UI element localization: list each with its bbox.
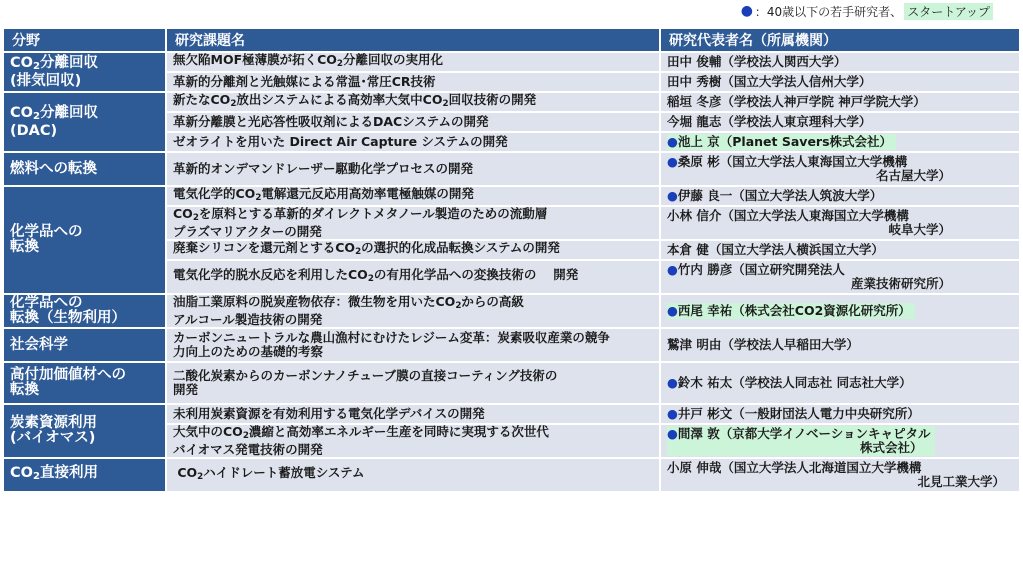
rep-cell: ●桑原 彬（国立大学法人東海国立大学機構 名古屋大学） bbox=[660, 152, 1019, 186]
topic-cell: 大気中の$CO_2$濃縮と高効率エネルギー生産を同時に実現する次世代 バイオマス発電技術の開発 bbox=[166, 424, 660, 458]
topic-cell: 電気化学的脱水反応を利用した$CO_2$の有用化学品への変換技術の 開発 bbox=[166, 260, 660, 294]
field-cell: 化学品への 転換 bbox=[4, 186, 166, 294]
startup-highlight: ●池上 京（Planet Savers株式会社） bbox=[667, 134, 896, 150]
topic-cell: 革新的分離剤と光触媒による常温･常圧CR技術 bbox=[166, 72, 660, 92]
rep-cell bbox=[660, 424, 1019, 458]
header-topic: 研究課題名 bbox=[166, 29, 660, 52]
rep-cell: 今堀 龍志（学校法人東京理科大学） bbox=[660, 112, 1019, 132]
field-cell: 炭素資源利用 (バイオマス) bbox=[4, 404, 166, 458]
startup-highlight: ●西尾 幸祐（株式会社CO2資源化研究所） bbox=[667, 303, 915, 319]
rep-cell: 本倉 健（国立大学法人横浜国立大学） bbox=[660, 240, 1019, 260]
topic-cell: 二酸化炭素からのカーボンナノチューブ膜の直接コーティング技術の 開発 bbox=[166, 362, 660, 404]
field-cell: $CO_2$分離回収 (排気回収) bbox=[4, 52, 166, 92]
rep-cell: ●伊藤 良一（国立大学法人筑波大学） bbox=[660, 186, 1019, 206]
young-researcher-marker-icon: ● bbox=[667, 262, 678, 277]
table-row bbox=[4, 294, 1019, 328]
rep-cell: ●鈴木 祐太（学校法人同志社 同志社大学） bbox=[660, 362, 1019, 404]
table-row bbox=[4, 404, 1019, 424]
table-row bbox=[4, 362, 1019, 404]
rep-cell bbox=[660, 132, 1019, 152]
young-researcher-marker-icon: ● bbox=[667, 303, 678, 318]
legend-startup: スタートアップ bbox=[904, 3, 993, 20]
research-table bbox=[4, 29, 1019, 493]
rep-cell: 田中 俊輔（学校法人関西大学） bbox=[660, 52, 1019, 72]
young-researcher-marker-icon: ● bbox=[667, 188, 678, 203]
legend-text: ：40歳以下の若手研究者、 bbox=[754, 4, 903, 19]
rep-cell: 小林 信介（国立大学法人東海国立大学機構 岐阜大学） bbox=[660, 206, 1019, 240]
topic-cell: 油脂工業原料の脱炭産物依存：微生物を用いた$CO_2$からの高級 アルコール製造技術の開発 bbox=[166, 294, 660, 328]
rep-cell: 鷲津 明由（学校法人早稲田大学） bbox=[660, 328, 1019, 362]
rep-cell: 稲垣 冬彦（学校法人神戸学院 神戸学院大学） bbox=[660, 92, 1019, 112]
topic-cell: 革新分離膜と光応答性吸収剤によるDACシステムの開発 bbox=[166, 112, 660, 132]
topic-cell: $CO_2$ハイドレート蓄放電システム bbox=[166, 458, 660, 492]
young-researcher-marker-icon: ● bbox=[740, 3, 753, 19]
topic-cell: 無欠陥MOF極薄膜が拓く$CO_2$分離回収の実用化 bbox=[166, 52, 660, 72]
topic-cell: 新たな$CO_2$放出システムによる高効率大気中$CO_2$回収技術の開発 bbox=[166, 92, 660, 112]
field-cell: 化学品への 転換（生物利用） bbox=[4, 294, 166, 328]
table-row bbox=[4, 92, 1019, 112]
field-cell: 高付加価値材への 転換 bbox=[4, 362, 166, 404]
young-researcher-marker-icon: ● bbox=[667, 406, 678, 421]
table-header-row bbox=[4, 29, 1019, 52]
startup-highlight: ●間澤 敦（京都大学イノベーションキャピタル 株式会社） bbox=[667, 426, 935, 456]
topic-cell: ゼオライトを用いた Direct Air Capture システムの開発 bbox=[166, 132, 660, 152]
table-row bbox=[4, 458, 1019, 492]
topic-cell: 電気化学的$CO_2$電解還元反応用高効率電極触媒の開発 bbox=[166, 186, 660, 206]
field-cell: 燃料への転換 bbox=[4, 152, 166, 186]
topic-cell: 革新的オンデマンドレーザー駆動化学プロセスの開発 bbox=[166, 152, 660, 186]
rep-cell: ●竹内 勝彦（国立研究開発法人 産業技術研究所） bbox=[660, 260, 1019, 294]
field-cell: $CO_2$分離回収 (DAC) bbox=[4, 92, 166, 152]
table-row bbox=[4, 52, 1019, 72]
header-field: 分野 bbox=[4, 29, 166, 52]
young-researcher-marker-icon: ● bbox=[667, 375, 678, 390]
topic-cell: 未利用炭素資源を有効利用する電気化学デバイスの開発 bbox=[166, 404, 660, 424]
header-rep: 研究代表者名（所属機関） bbox=[660, 29, 1019, 52]
rep-cell: 田中 秀樹（国立大学法人信州大学） bbox=[660, 72, 1019, 92]
rep-cell: 小原 伸哉（国立大学法人北海道国立大学機構 北見工業大学） bbox=[660, 458, 1019, 492]
table-row bbox=[4, 186, 1019, 206]
young-researcher-marker-icon: ● bbox=[667, 154, 678, 169]
topic-cell: カーボンニュートラルな農山漁村にむけたレジーム変革：炭素吸収産業の競争 力向上のための基礎的考察 bbox=[166, 328, 660, 362]
field-cell: $CO_2$直接利用 bbox=[4, 458, 166, 492]
topic-cell: 廃棄シリコンを還元剤とする$CO_2$の選択的化成品転換システムの開発 bbox=[166, 240, 660, 260]
table-row bbox=[4, 328, 1019, 362]
table-row bbox=[4, 152, 1019, 186]
young-researcher-marker-icon: ● bbox=[667, 426, 678, 441]
topic-cell: $CO_2$を原料とする革新的ダイレクトメタノール製造のための流動層 プラズマリアクターの開発 bbox=[166, 206, 660, 240]
legend bbox=[741, 2, 993, 20]
rep-cell: ●井戸 彬文（一般財団法人電力中央研究所） bbox=[660, 404, 1019, 424]
rep-cell bbox=[660, 294, 1019, 328]
field-cell: 社会科学 bbox=[4, 328, 166, 362]
young-researcher-marker-icon: ● bbox=[667, 134, 678, 149]
